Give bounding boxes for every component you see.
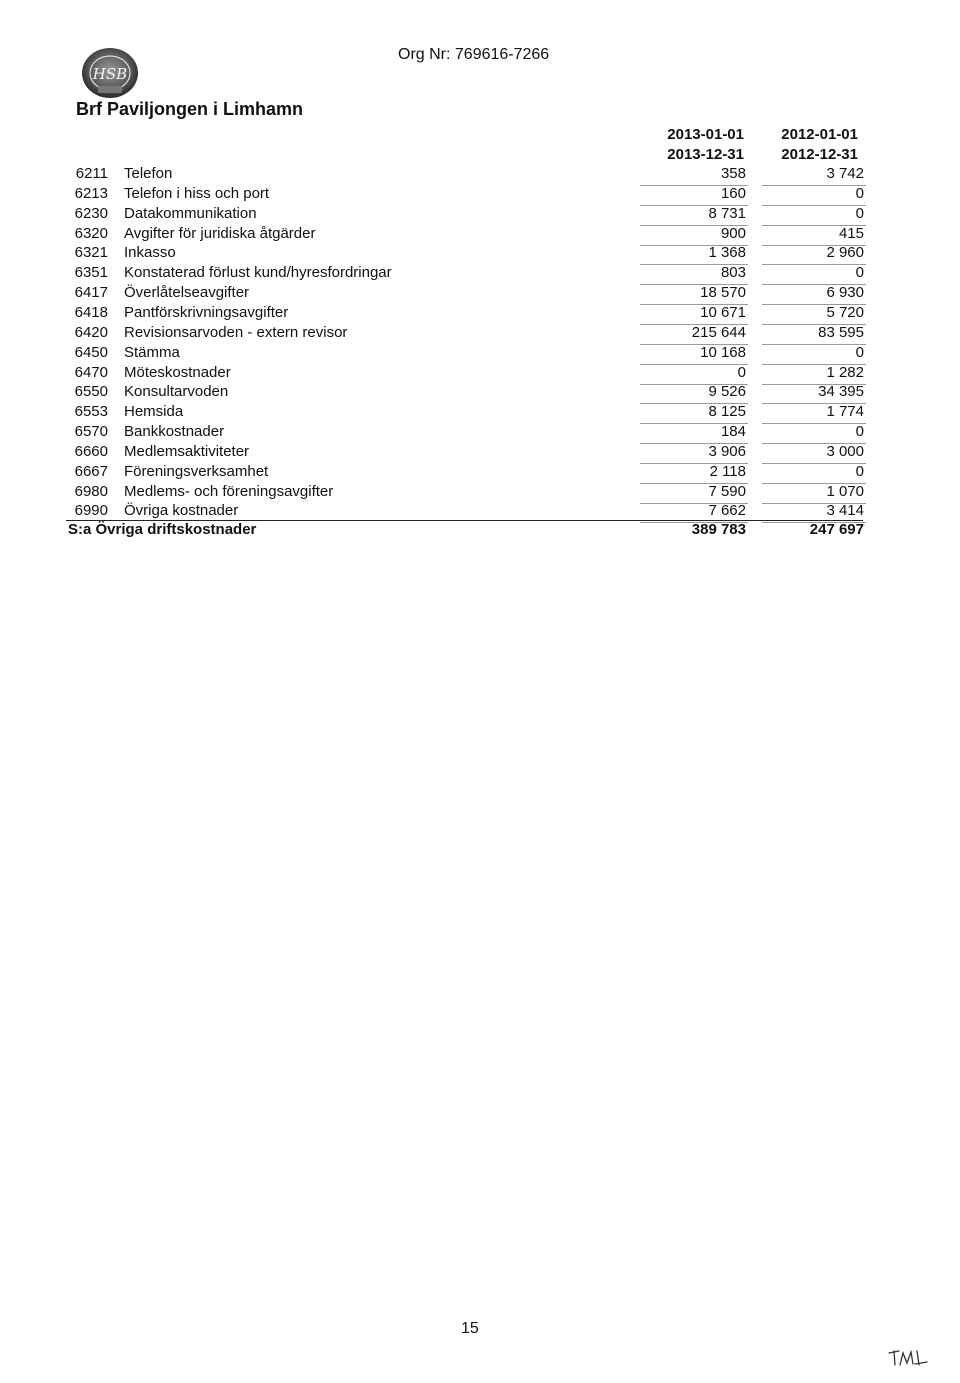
table-row [66,225,866,245]
total-prior: 247 697 [809,521,864,538]
amount-prior: 0 [855,264,864,282]
table-row [66,304,866,324]
account-code: 6450 [74,343,108,361]
account-code: 6660 [74,442,108,460]
amount-prior: 2 960 [826,244,864,262]
table-row [66,383,866,403]
amount-current: 8 125 [708,403,746,421]
col-current-from: 2013-01-01 [667,126,744,143]
account-label: Konstaterad förlust kund/hyresfordringar [124,264,392,282]
table-row [66,463,866,483]
amount-current: 10 671 [700,303,746,321]
table-row [66,403,866,423]
amount-prior: 3 742 [826,165,864,182]
col-prior-from: 2012-01-01 [781,126,858,143]
amount-prior: 0 [855,462,864,480]
page-number: 15 [461,1320,479,1337]
amount-current: 803 [720,264,746,282]
amount-current: 358 [720,165,746,182]
amount-prior: 0 [855,204,864,222]
account-code: 6211 [75,165,108,182]
account-label: Övriga kostnader [124,502,239,520]
amount-current: 0 [737,363,746,381]
amount-prior: 1 282 [826,363,864,381]
amount-prior: 0 [855,423,864,441]
amount-prior: 83 595 [818,323,864,341]
amount-current: 8 731 [708,204,746,222]
amount-current: 3 906 [708,442,746,460]
account-code: 6213 [74,184,108,202]
amount-current: 7 590 [708,482,746,500]
account-label: Hemsida [124,403,184,421]
amount-prior: 5 720 [826,303,864,321]
total-current: 389 783 [691,521,746,538]
amount-prior: 6 930 [826,284,864,302]
account-code: 6470 [74,363,108,381]
table-row [66,284,866,304]
amount-current: 7 662 [708,502,746,520]
table-row [66,443,866,463]
account-label: Telefon i hiss och port [124,184,270,202]
amount-prior: 3 414 [826,502,864,520]
amount-current: 160 [720,184,746,202]
account-label: Medlemsaktiviteter [124,442,250,460]
col-current-to: 2013-12-31 [667,146,744,163]
table-row [66,324,866,344]
amount-current: 10 168 [700,343,746,361]
svg-text:HSB: HSB [92,65,128,83]
account-code: 6417 [74,284,108,302]
table-row [66,364,866,384]
amount-prior: 3 000 [826,442,864,460]
amount-current: 184 [720,423,746,441]
table-row [66,205,866,225]
account-code: 6418 [74,303,108,321]
col-prior-to: 2012-12-31 [781,146,858,163]
table-row [66,165,866,185]
account-code: 6980 [74,482,108,500]
account-label: Medlems- och föreningsavgifter [124,482,334,500]
amount-current: 18 570 [700,284,746,302]
account-code: 6351 [74,264,108,282]
account-code: 6570 [74,423,108,441]
account-label: Avgifter för juridiska åtgärder [124,224,316,242]
table-row [66,185,866,205]
amount-prior: 34 395 [818,383,864,401]
table-row [66,483,866,503]
table-row [66,244,866,264]
table-row [66,344,866,364]
hsb-logo [76,46,140,100]
account-code: 6420 [74,323,108,341]
total-label: S:a Övriga driftskostnader [68,521,257,538]
account-code: 6553 [74,403,108,421]
account-code: 6320 [74,224,108,242]
account-label: Inkasso [124,244,176,262]
account-label: Bankkostnader [124,423,225,441]
amount-prior: 0 [855,343,864,361]
amount-current: 2 118 [709,462,746,480]
account-code: 6550 [74,383,108,401]
company-name: Brf Paviljongen i Limhamn [76,99,304,119]
amount-current: 9 526 [708,383,746,401]
signature-initials [887,1345,931,1369]
account-label: Pantförskrivningsavgifter [124,303,289,321]
account-label: Möteskostnader [124,363,231,381]
amount-current: 215 644 [691,323,746,341]
amount-current: 900 [720,224,746,242]
account-code: 6230 [74,204,108,222]
amount-prior: 1 070 [826,482,864,500]
account-label: Konsultarvoden [124,383,229,401]
account-label: Revisionsarvoden - extern revisor [124,323,348,341]
table-row [66,264,866,284]
amount-prior: 0 [855,184,864,202]
account-label: Telefon [124,165,173,182]
table-row [66,423,866,443]
org-number: Org Nr: 769616-7266 [398,46,550,63]
account-label: Datakommunikation [124,204,257,222]
account-code: 6321 [74,244,108,262]
account-code: 6990 [74,502,108,520]
account-code: 6667 [74,462,108,480]
total-row [68,521,866,541]
amount-current: 1 368 [708,244,746,262]
account-label: Föreningsverksamhet [124,462,269,480]
amount-prior: 415 [838,224,864,242]
account-label: Överlåtelseavgifter [124,284,250,302]
amount-prior: 1 774 [826,403,864,421]
account-label: Stämma [124,343,180,361]
